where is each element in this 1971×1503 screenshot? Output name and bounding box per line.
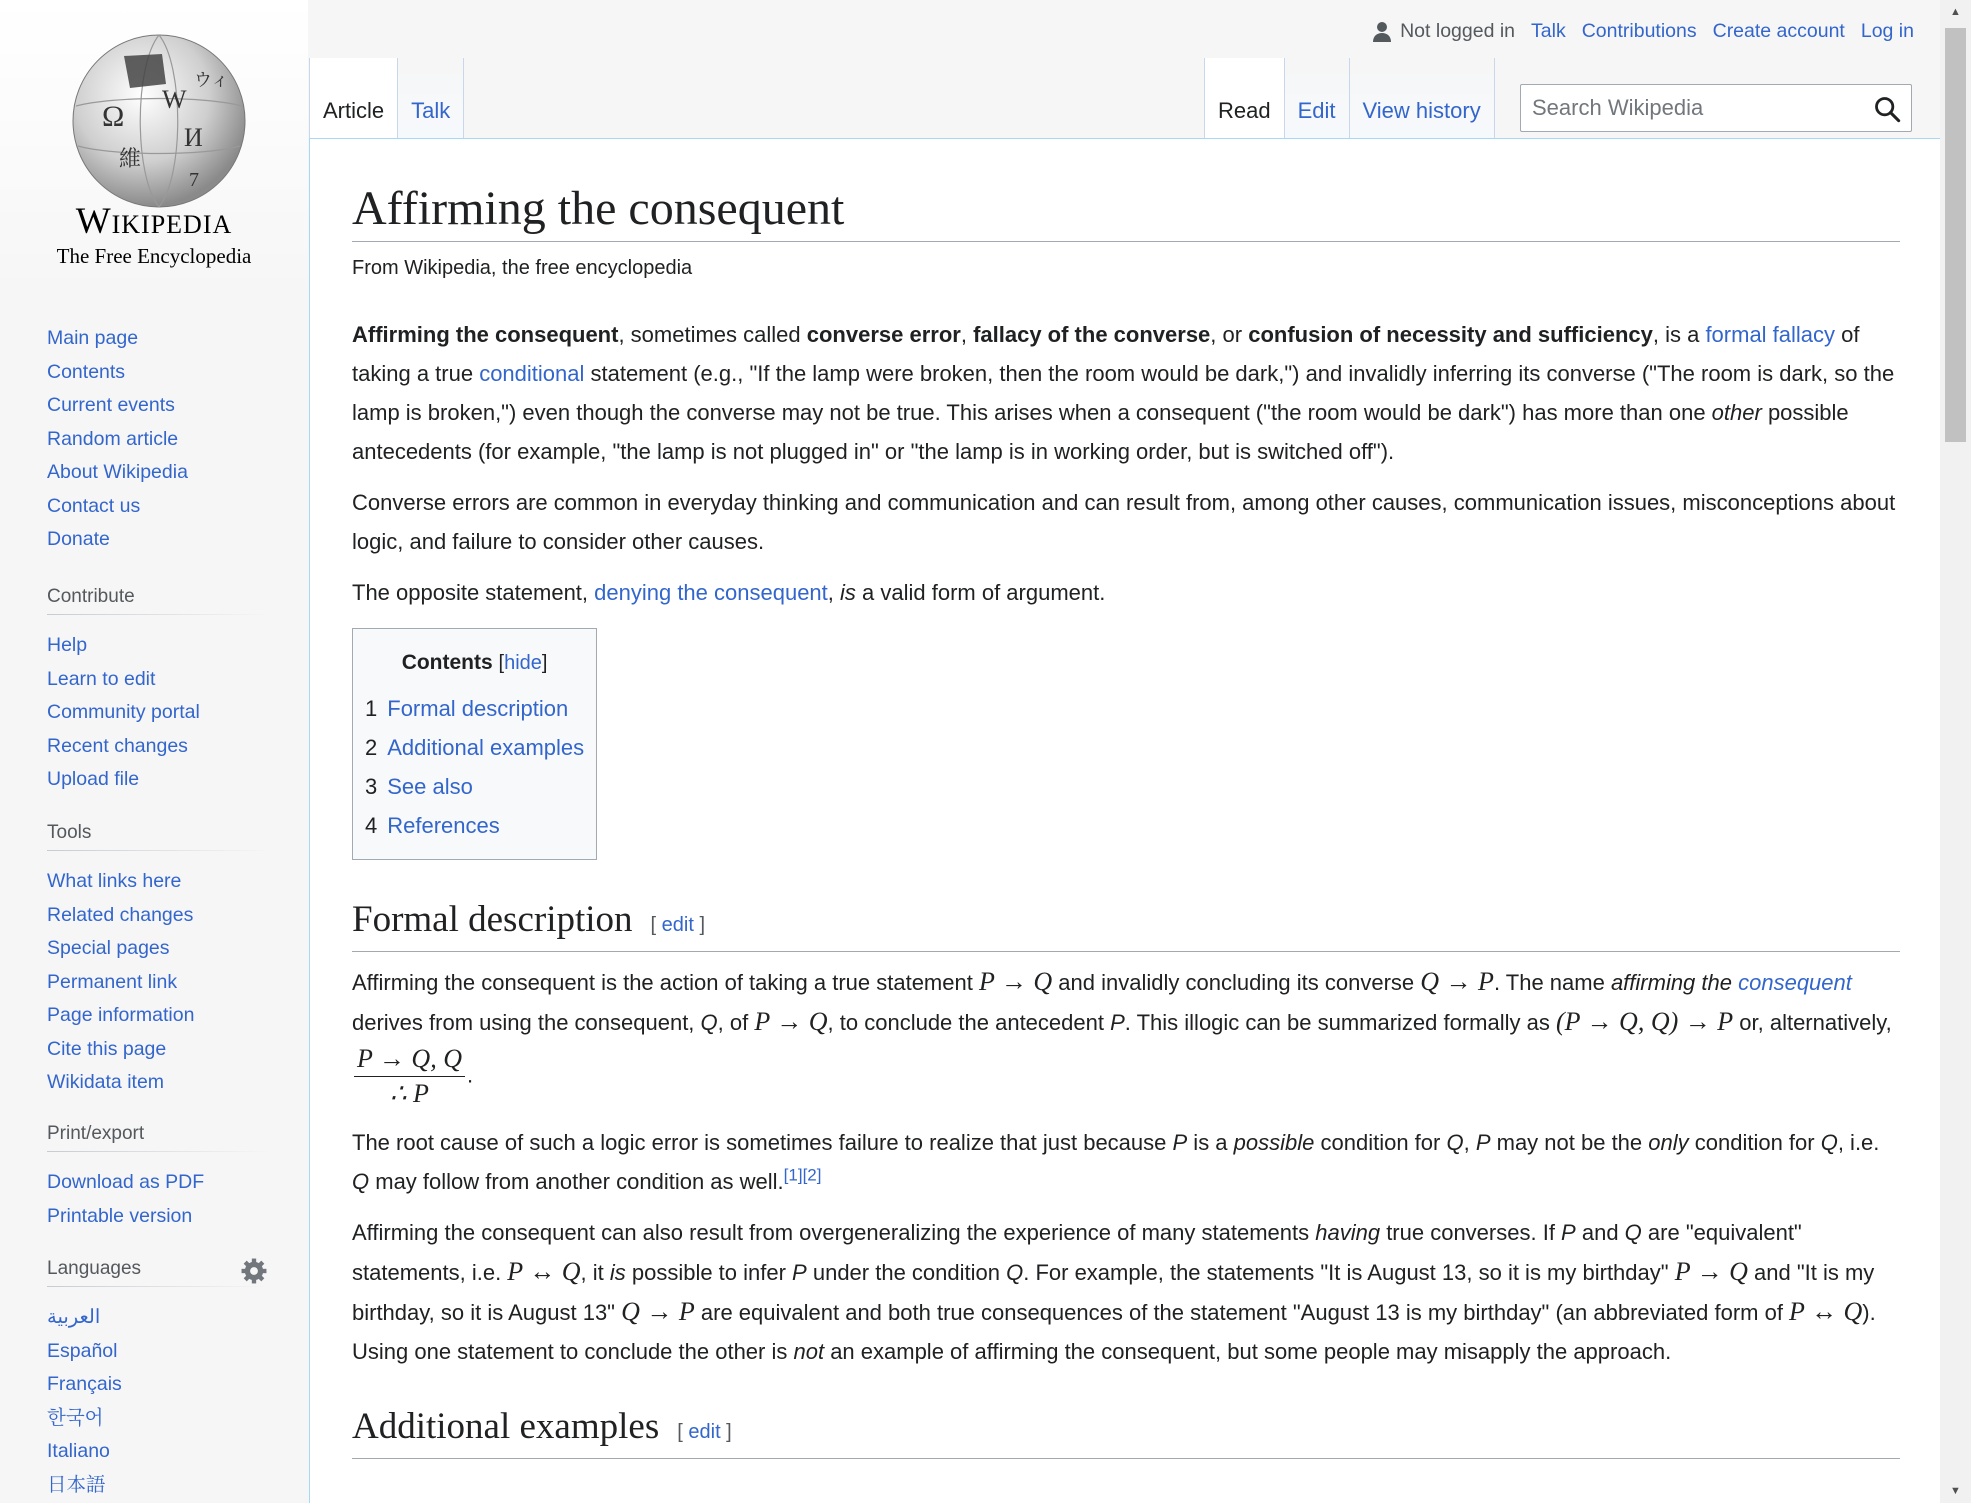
text: Affirming the consequent is the action of taking a true statement — [352, 970, 979, 995]
toc-number: 4 — [365, 813, 378, 838]
sidebar-tools-item[interactable] — [47, 966, 269, 1000]
text: are equivalent and both true consequences of the statement "August 13 is my birthday" (an abbreviated form of — [694, 1300, 1790, 1325]
svg-text:Ω: Ω — [102, 100, 125, 133]
sidebar-print-link[interactable]: Download as PDF — [47, 1171, 205, 1193]
sidebar-language-item[interactable] — [47, 1469, 269, 1503]
fraction-denominator: ∴ P — [390, 1079, 429, 1108]
sidebar-nav-item[interactable] — [47, 423, 269, 457]
sidebar-tools-item[interactable] — [47, 932, 269, 966]
svg-text:維: 維 — [119, 146, 142, 171]
text: condition for — [1688, 1130, 1821, 1155]
contribute-portal — [47, 586, 269, 797]
bold-term: Affirming the consequent — [352, 322, 619, 347]
tab-edit[interactable]: Edit — [1285, 58, 1350, 138]
sidebar-language-item[interactable] — [47, 1368, 269, 1402]
text: , or — [1210, 322, 1249, 347]
tab-view-history[interactable]: View history — [1350, 58, 1495, 138]
text: , — [827, 580, 841, 605]
text: , i.e. — [1837, 1130, 1880, 1155]
sidebar-tools-link[interactable]: What links here — [47, 870, 182, 892]
svg-text:W: W — [162, 85, 187, 114]
text: ). Using one statement to conclude the other is — [352, 1300, 1876, 1364]
section-heading-additional-examples — [352, 1401, 1900, 1459]
sidebar-nav-item[interactable] — [47, 523, 269, 557]
languages-heading: Languages — [47, 1258, 269, 1287]
text: , of — [717, 1010, 755, 1035]
text: condition for — [1314, 1130, 1447, 1155]
text: derives from using the consequent, — [352, 1010, 701, 1035]
sidebar — [0, 0, 308, 1503]
fraction-numerator: P → Q, Q — [354, 1042, 465, 1077]
sidebar-tools-item[interactable] — [47, 899, 269, 933]
math-formula: P → Q — [1674, 1257, 1748, 1286]
sidebar-print-link[interactable]: Printable version — [47, 1204, 193, 1227]
search-input[interactable] — [1521, 85, 1883, 131]
formal-paragraph-1 — [352, 962, 1900, 1111]
personal-tools — [1372, 20, 1914, 43]
math-formula: P → Q — [754, 1007, 828, 1036]
sidebar-contribute-link[interactable]: Recent changes — [47, 734, 188, 757]
edit-section-link[interactable]: edit — [688, 1421, 721, 1443]
sidebar-contribute-item[interactable] — [47, 763, 269, 797]
toc-hide-link[interactable]: hide — [504, 652, 542, 674]
contribute-heading: Contribute — [47, 586, 269, 615]
page-title: Affirming the consequent — [352, 179, 1900, 242]
scrollbar-thumb[interactable] — [1945, 28, 1966, 442]
sidebar-tools-link[interactable]: Wikidata item — [47, 1071, 165, 1093]
site-sub: From Wikipedia, the free encyclopedia — [352, 257, 693, 279]
math-formula: P → Q — [978, 967, 1053, 996]
paragraph-3 — [352, 573, 1900, 612]
italic-text: Q — [700, 1010, 718, 1035]
article-body — [352, 315, 1900, 1469]
tools-portal — [47, 822, 269, 1100]
italic-text: possible — [1233, 1130, 1315, 1155]
math-formula: (P → Q, Q) → P — [1555, 1007, 1734, 1036]
tab-talk[interactable]: Talk — [398, 58, 464, 138]
italic-text: is — [609, 1260, 626, 1285]
text: possible to infer — [625, 1260, 793, 1285]
print-export-heading: Print/export — [47, 1123, 269, 1152]
sidebar-language-link[interactable]: Français — [47, 1373, 122, 1395]
tools-heading: Tools — [47, 822, 269, 851]
not-logged-in-label: Not logged in — [1400, 20, 1516, 42]
italic-text: Q — [1624, 1220, 1642, 1245]
sidebar-language-link[interactable]: العربية — [47, 1306, 101, 1328]
text: may follow from another condition as well. — [369, 1169, 784, 1194]
text: and — [1575, 1220, 1625, 1245]
svg-text:7: 7 — [189, 169, 199, 191]
toc-link[interactable]: References — [387, 813, 500, 838]
toc-item[interactable] — [365, 728, 584, 767]
sidebar-tools-link[interactable]: Related changes — [47, 903, 194, 926]
sidebar-contribute-link[interactable]: Community portal — [47, 701, 200, 723]
text: true converses. If — [1380, 1220, 1562, 1245]
toc-link[interactable]: Formal description — [387, 696, 569, 721]
text: statement (e.g., "If the lamp were broken, then the room would be dark,") and invalidly inferring its converse ("The room is dark, so the lamp is broken,") even though the converse may not be true. This arises when a consequent ("the room would be dark") has more than one — [352, 361, 1895, 425]
reference-link[interactable]: [1] — [783, 1165, 803, 1185]
toc-link[interactable]: Additional examples — [387, 735, 585, 760]
section-title: Formal description — [352, 899, 633, 940]
navigation-portal — [47, 322, 269, 557]
text: The root cause of such a logic error is sometimes failure to realize that just because — [352, 1130, 1173, 1155]
text: The opposite statement, — [352, 580, 595, 605]
text: is a — [1187, 1130, 1234, 1155]
sidebar-nav-link[interactable]: Main page — [47, 327, 139, 349]
math-formula: P ↔ Q — [507, 1257, 581, 1286]
toc-hide-toggle[interactable]: [hide] — [498, 652, 548, 674]
paragraph-2: Converse errors are common in everyday thinking and communication and can result from, among other causes, communication issues, misconceptions about logic, and failure to consider other causes. — [352, 490, 1896, 554]
text: may not be the — [1490, 1130, 1649, 1155]
sidebar-language-item[interactable] — [47, 1335, 269, 1369]
italic-text: P — [1110, 1010, 1125, 1035]
sidebar-tools-link[interactable]: Special pages — [47, 937, 170, 959]
conditional-link[interactable]: conditional — [479, 361, 585, 386]
sidebar-contribute-item[interactable] — [47, 730, 269, 764]
sidebar-tools-item[interactable] — [47, 999, 269, 1033]
user-icon — [1372, 21, 1392, 43]
sidebar-contribute-item[interactable] — [47, 663, 269, 697]
scroll-down-arrow-icon[interactable]: ▼ — [1950, 1485, 1961, 1497]
toc-title: Contents — [401, 651, 493, 674]
svg-text:И: И — [184, 123, 203, 152]
sidebar-language-link[interactable]: Español — [47, 1339, 118, 1362]
text: , — [1463, 1130, 1476, 1155]
sidebar-nav-item[interactable] — [47, 456, 269, 490]
math-formula: Q → P — [621, 1297, 695, 1326]
table-of-contents — [352, 628, 597, 860]
sidebar-tools-item[interactable] — [47, 1066, 269, 1100]
text: an example of affirming the consequent, but some people may misapply the approach. — [824, 1339, 1672, 1364]
text: and "It is my birthday, so it is August 13" — [352, 1260, 1875, 1325]
tab-article[interactable]: Article — [309, 58, 398, 138]
text: . — [466, 1062, 474, 1088]
toc-number: 3 — [365, 774, 378, 799]
italic-text: P — [792, 1260, 807, 1285]
contributions-link[interactable]: Contributions — [1581, 20, 1697, 42]
toc-title-row — [365, 643, 584, 683]
sidebar-contribute-item[interactable] — [47, 629, 269, 663]
sidebar-nav-link[interactable]: Current events — [47, 394, 175, 416]
text: , it — [580, 1260, 610, 1285]
create-account-link[interactable]: Create account — [1712, 20, 1845, 42]
wordmark: Wikipedia — [75, 201, 233, 242]
intro-paragraph — [352, 315, 1900, 471]
text: of taking a true — [352, 322, 1860, 386]
svg-text:ウィ: ウィ — [194, 70, 229, 90]
user-status — [1372, 20, 1515, 43]
formal-paragraph-3 — [352, 1213, 1900, 1371]
text: , to conclude the antecedent — [827, 1010, 1111, 1035]
italic-text: Q — [1006, 1260, 1024, 1285]
text: and invalidly concluding its converse — [1052, 970, 1421, 995]
italic-text: only — [1648, 1130, 1689, 1155]
sidebar-contribute-item[interactable] — [47, 696, 269, 730]
sidebar-print-item[interactable] — [47, 1200, 269, 1234]
italic-text: Q — [352, 1169, 370, 1194]
tab-read[interactable]: Read — [1204, 58, 1285, 138]
sidebar-contribute-link[interactable]: Upload file — [47, 768, 140, 790]
text: . This illogic can be summarized formally as — [1124, 1010, 1556, 1035]
formal-paragraph-2 — [352, 1123, 1900, 1201]
sidebar-tools-item[interactable] — [47, 865, 269, 899]
toc-item[interactable] — [365, 767, 584, 806]
italic-text: P — [1172, 1130, 1188, 1155]
text: . For example, the statements "It is August 13, so it is my birthday" — [1023, 1260, 1675, 1285]
text: or, alternatively, — [1733, 1010, 1892, 1035]
edit-section-link[interactable]: edit — [661, 914, 694, 936]
reference-link[interactable]: [2] — [802, 1165, 822, 1185]
sidebar-nav-link[interactable]: Contents — [47, 360, 126, 383]
tagline: The Free Encyclopedia — [56, 244, 252, 268]
sidebar-language-item[interactable] — [47, 1402, 269, 1436]
text: under the condition — [806, 1260, 1007, 1285]
print-export-portal — [47, 1123, 269, 1233]
italic-text: P — [1475, 1130, 1491, 1155]
italic-text: Q — [1820, 1130, 1838, 1155]
text: possible antecedents (for example, "the lamp is not plugged in" or "the lamp is in working order, but is switched off"). — [352, 400, 1849, 464]
sidebar-tools-link[interactable]: Page information — [47, 1004, 195, 1026]
sidebar-language-link[interactable]: 한국어 — [47, 1406, 104, 1429]
section-title: Additional examples — [352, 1406, 660, 1447]
sidebar-nav-item[interactable] — [47, 322, 269, 356]
log-in-link[interactable]: Log in — [1860, 20, 1914, 42]
italic-text: Q — [1446, 1130, 1464, 1155]
namespace-tabs — [309, 58, 464, 138]
sidebar-language-item[interactable] — [47, 1301, 269, 1335]
sidebar-nav-link[interactable]: About Wikipedia — [47, 461, 188, 483]
view-tabs — [1204, 58, 1495, 138]
sidebar-nav-item[interactable] — [47, 389, 269, 423]
bold-term: confusion of necessity and sufficiency — [1248, 322, 1653, 347]
sidebar-nav-item[interactable] — [47, 356, 269, 390]
italic-text: is — [840, 580, 856, 605]
section-edit[interactable]: [ edit ] — [650, 914, 706, 936]
sidebar-tools-link[interactable]: Cite this page — [47, 1037, 167, 1060]
italic-text: P — [1561, 1220, 1576, 1245]
languages-portal — [47, 1258, 269, 1502]
search-box — [1520, 84, 1912, 132]
toc-link[interactable]: See also — [387, 774, 473, 799]
italic-text: affirming the — [1610, 970, 1739, 995]
denying-the-consequent-link[interactable]: denying the consequent — [594, 580, 828, 605]
toc-item[interactable] — [365, 689, 584, 728]
toc-number: 2 — [365, 735, 378, 760]
fraction-formula — [354, 1042, 465, 1111]
italic-text: not — [793, 1339, 825, 1364]
scrollbar[interactable] — [1940, 0, 1971, 1503]
sidebar-nav-item[interactable] — [47, 490, 269, 524]
sidebar-nav-link[interactable]: Random article — [47, 427, 179, 450]
sidebar-language-link[interactable]: 日本語 — [47, 1473, 106, 1496]
sidebar-tools-link[interactable]: Permanent link — [47, 970, 178, 993]
formal-fallacy-link[interactable]: formal fallacy — [1705, 322, 1836, 347]
section-heading-formal-description — [352, 894, 1900, 952]
text: . The name — [1493, 970, 1611, 995]
section-edit[interactable]: [ edit ] — [677, 1421, 732, 1443]
sidebar-print-item[interactable] — [47, 1166, 269, 1200]
talk-link[interactable]: Talk — [1531, 20, 1566, 42]
bold-term: fallacy of the converse — [973, 322, 1211, 347]
text: are "equivalent" statements, i.e. — [352, 1220, 1802, 1285]
search-icon[interactable] — [1873, 95, 1901, 123]
italic-text: having — [1315, 1220, 1381, 1245]
bold-term: converse error — [806, 322, 961, 347]
math-formula: Q → P — [1420, 967, 1494, 996]
text: Affirming the consequent can also result from overgeneralizing the experience of many statements — [352, 1220, 1316, 1245]
main-content — [309, 138, 1940, 1503]
sidebar-contribute-link[interactable]: Learn to edit — [47, 667, 156, 690]
consequent-link[interactable]: consequent — [1738, 970, 1852, 995]
toc-number: 1 — [365, 696, 378, 721]
sidebar-language-item[interactable] — [47, 1435, 269, 1469]
sidebar-nav-link[interactable]: Contact us — [47, 494, 141, 517]
text: a valid form of argument. — [855, 580, 1106, 605]
text: , is a — [1652, 322, 1706, 347]
text: , sometimes called — [618, 322, 807, 347]
toc-item[interactable] — [365, 806, 584, 845]
sidebar-contribute-link[interactable]: Help — [47, 634, 88, 656]
math-formula: P ↔ Q — [1789, 1297, 1863, 1326]
gear-icon[interactable] — [241, 1258, 267, 1284]
text: , — [960, 322, 974, 347]
wikipedia-logo[interactable] — [36, 18, 272, 276]
sidebar-nav-link[interactable]: Donate — [47, 528, 110, 550]
sidebar-tools-item[interactable] — [47, 1033, 269, 1067]
globe-icon — [64, 26, 254, 216]
sidebar-language-link[interactable]: Italiano — [47, 1440, 110, 1462]
scroll-up-arrow-icon[interactable]: ▲ — [1950, 6, 1961, 18]
italic-text: other — [1711, 400, 1762, 425]
